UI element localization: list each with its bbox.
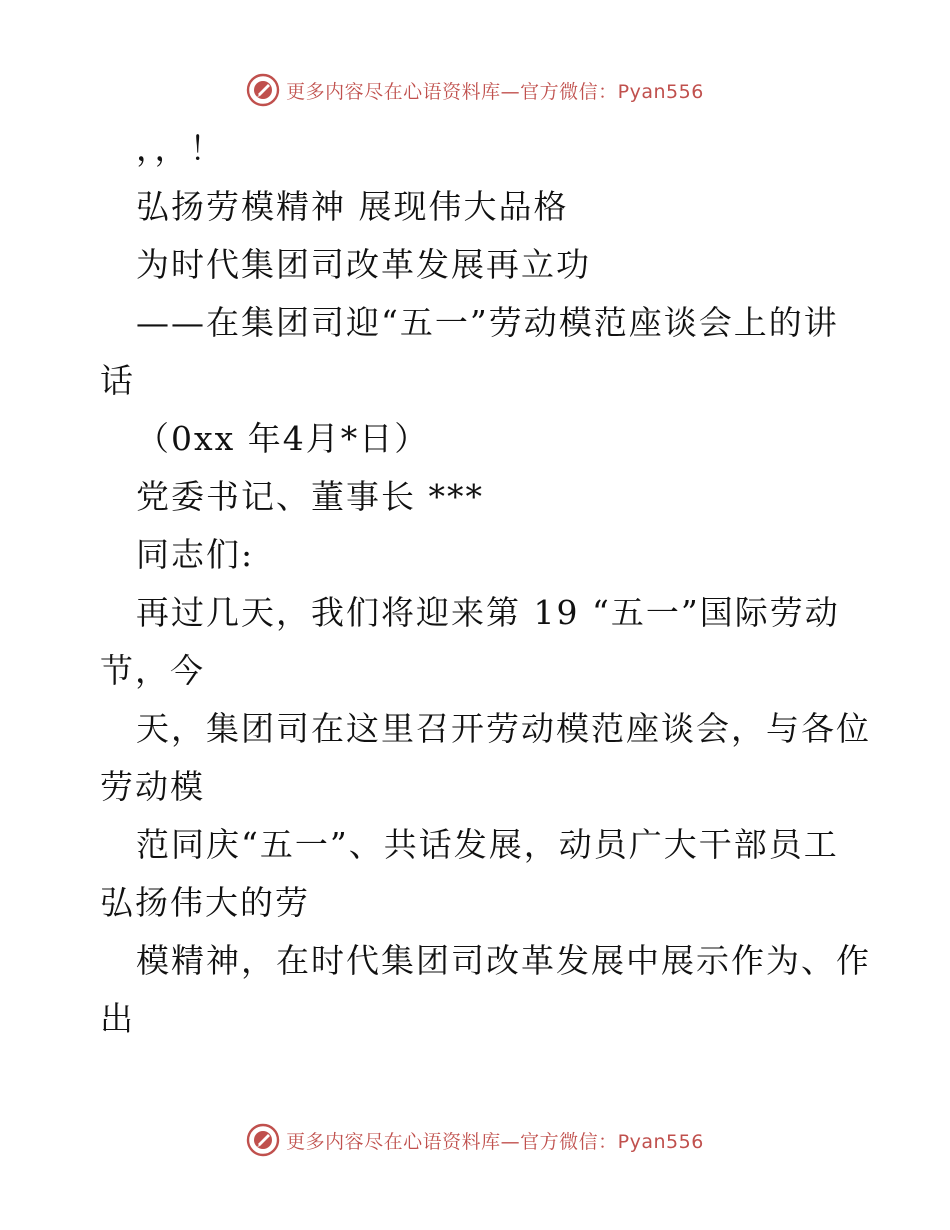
seal-logo-icon (246, 1123, 280, 1157)
document-line: 节，今 (100, 651, 205, 690)
document-line: 话 (100, 361, 135, 400)
document-line: 天，集团司在这里召开劳动模范座谈会，与各位 (136, 709, 871, 748)
document-line: 出 (100, 999, 135, 1038)
document-line: 劳动模 (100, 767, 205, 806)
header-banner-text: 更多内容尽在心语资料库—官方微信：Pyan556 (286, 80, 704, 103)
document-line: 党委书记、董事长 *** (136, 477, 484, 516)
document-line: 弘扬劳模精神 展现伟大品格 (136, 187, 569, 226)
document-line: 同志们: (136, 535, 255, 574)
header-banner[interactable] (0, 70, 950, 110)
document-line: 弘扬伟大的劳 (100, 883, 310, 922)
footer-banner-text: 更多内容尽在心语资料库—官方微信：Pyan556 (286, 1130, 704, 1153)
document-line: 模精神，在时代集团司改革发展中展示作为、作 (136, 941, 871, 980)
document-line: 再过几天，我们将迎来第 19 “五一”国际劳动 (136, 593, 840, 632)
document-line: 为时代集团司改革发展再立功 (136, 245, 591, 284)
footer-banner[interactable] (0, 1120, 950, 1160)
document-line: （0xx 年4月*日） (136, 419, 430, 458)
document-line: 范同庆“五一”、共话发展，动员广大干部员工 (136, 825, 839, 864)
document-line: ，，！ (136, 129, 225, 168)
seal-logo-icon (246, 73, 280, 107)
document-line: ——在集团司迎“五一”劳动模范座谈会上的讲 (136, 303, 839, 342)
document-body (100, 120, 871, 1048)
